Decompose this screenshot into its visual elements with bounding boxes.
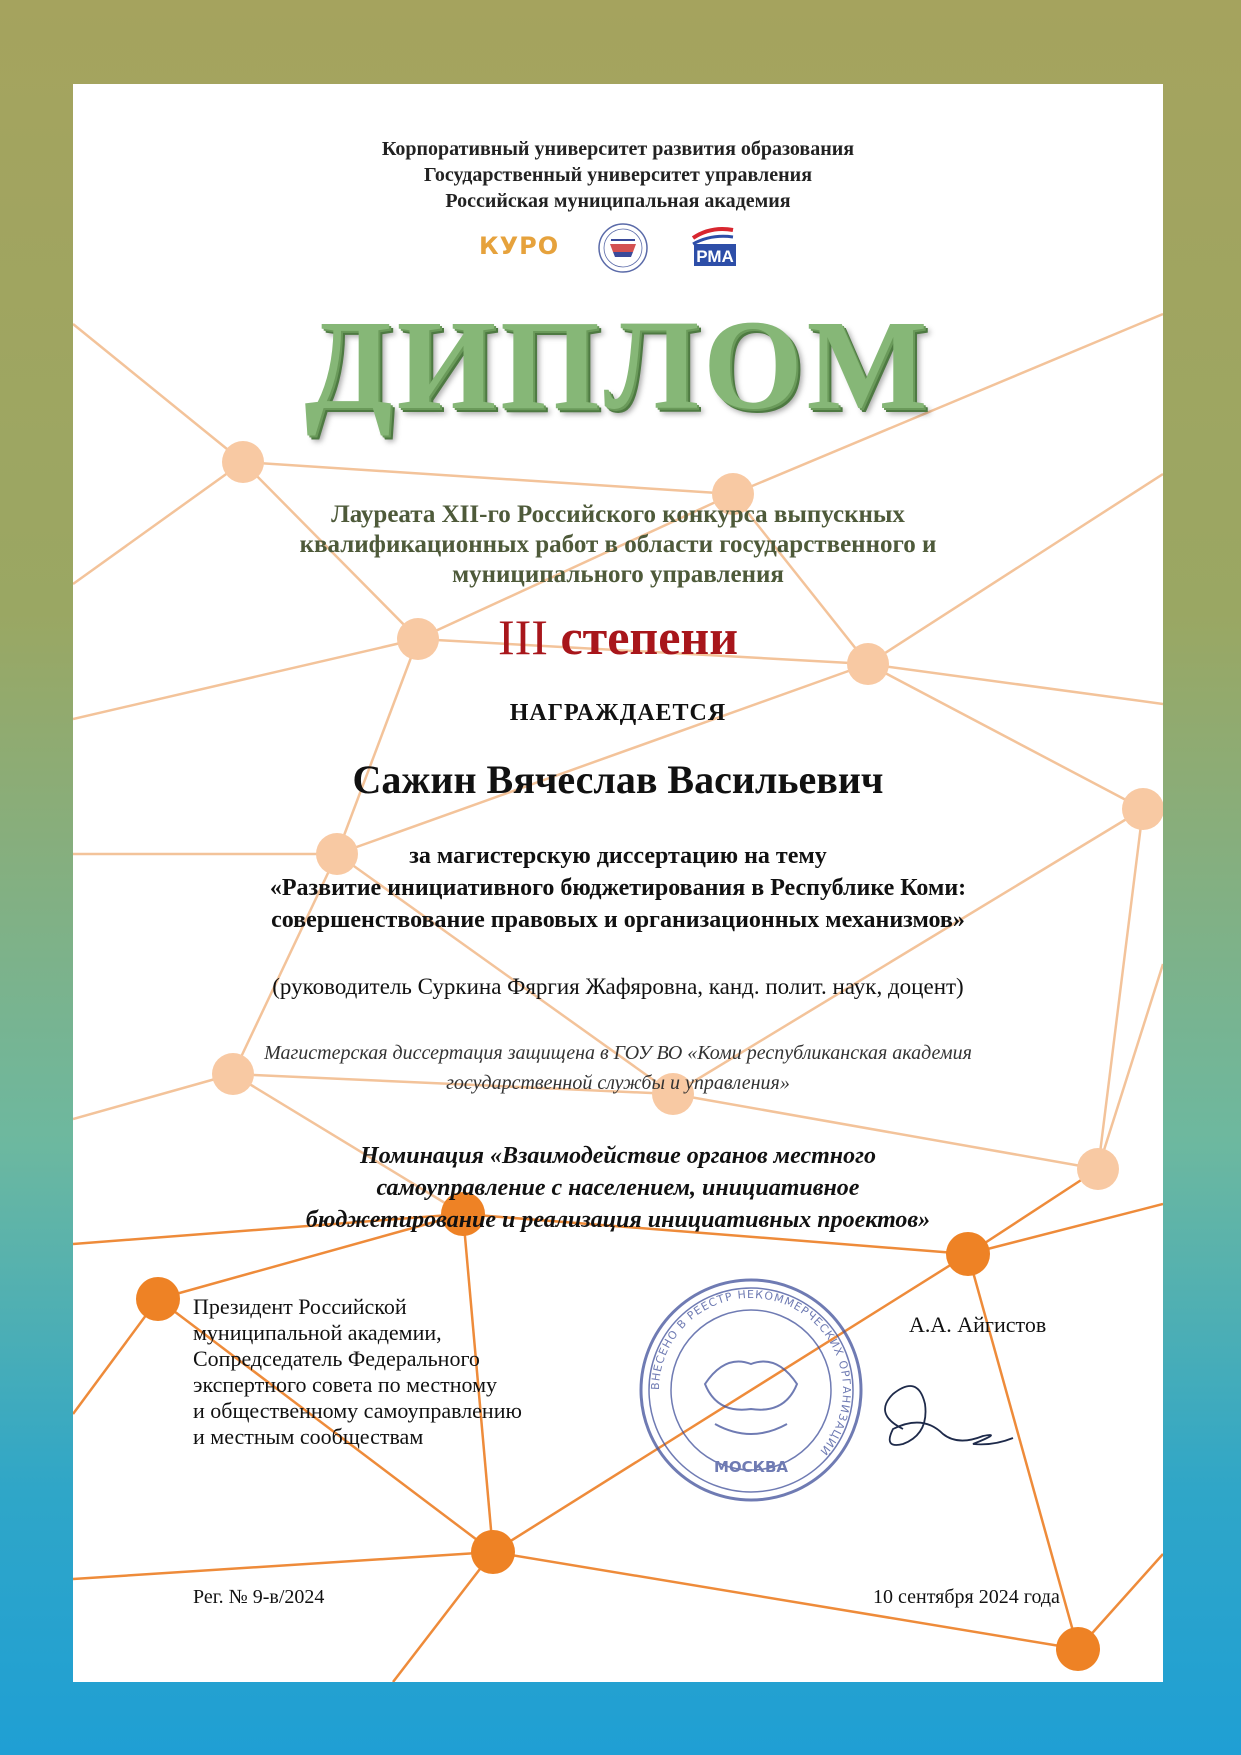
nomination-line: самоуправление с населением, инициативное xyxy=(376,1175,860,1201)
position-line: и местным сообществам xyxy=(193,1424,424,1449)
stamp-ring-text: ВНЕСЕНО В РЕЕСТР НЕКОММЕРЧЕСКИХ ОРГАНИЗАЦИЙ xyxy=(648,1287,854,1459)
nomination-line: Номинация «Взаимодействие органов местного xyxy=(360,1143,876,1169)
position-line: муниципальной академии, xyxy=(193,1320,442,1345)
laureate-line: Лауреата XII-го Российского конкурса выпускных xyxy=(331,501,905,528)
rma-logo-text: РМА xyxy=(696,247,734,266)
laureate-line: квалификационных работ в области государственного и xyxy=(299,531,937,558)
defended-line: государственной службы и управления» xyxy=(446,1072,790,1094)
laureate-line: муниципального управления xyxy=(452,561,784,588)
degree xyxy=(73,608,1163,666)
rma-logo xyxy=(689,224,741,270)
signatory-name: А.А. Айгистов xyxy=(909,1312,1047,1337)
position-line: и общественному самоуправлению xyxy=(193,1398,522,1423)
diploma-sheet xyxy=(73,84,1163,1682)
position-line: Президент Российской xyxy=(193,1294,407,1319)
nomination-line: бюджетирование и реализация инициативных проектов» xyxy=(305,1207,931,1233)
degree-numeral: III xyxy=(497,609,548,665)
recipient-name: Сажин Вячеслав Васильевич xyxy=(352,757,884,802)
org-line: Корпоративный университет развития образования xyxy=(381,138,855,160)
supervisor: (руководитель Суркина Фяргия Жафяровна, канд. полит. наук, доцент) xyxy=(272,974,964,999)
signatory-position xyxy=(193,1294,522,1450)
stamp-city: МОСКВА xyxy=(714,1458,788,1476)
org-line: Государственный университет управления xyxy=(423,164,813,186)
registration-number: Рег. № 9-в/2024 xyxy=(193,1586,325,1608)
kuro-logo: КУРО xyxy=(479,232,560,260)
position-line: Сопредседатель Федерального xyxy=(193,1346,480,1371)
thesis-block xyxy=(73,840,1163,936)
position-line: экспертного совета по местному xyxy=(193,1372,498,1397)
diploma-title: ДИПЛОМ xyxy=(304,294,932,436)
nomination xyxy=(73,1140,1163,1236)
official-stamp xyxy=(635,1274,867,1506)
laureate-text xyxy=(73,500,1163,590)
handwritten-signature xyxy=(863,1374,1023,1464)
defended-text xyxy=(73,1038,1163,1098)
issue-date: 10 сентября 2024 года xyxy=(873,1586,1060,1608)
thesis-topic-line: совершенствование правовых и организационных механизмов» xyxy=(271,907,965,933)
svg-text:ВНЕСЕНО В РЕЕСТР НЕКОММЕРЧЕСКИ xyxy=(649,1288,853,1458)
guu-logo xyxy=(593,222,653,274)
thesis-topic-line: «Развитие инициативного бюджетирования в Республике Коми: xyxy=(269,875,967,901)
degree-word: степени xyxy=(560,609,739,665)
organizations xyxy=(73,136,1163,214)
defended-line: Магистерская диссертация защищена в ГОУ ВО «Коми республиканская академия xyxy=(264,1042,972,1064)
awarded-label: НАГРАЖДАЕТСЯ xyxy=(509,700,727,726)
org-line: Российская муниципальная академия xyxy=(445,190,791,212)
thesis-intro: за магистерскую диссертацию на тему xyxy=(409,843,827,869)
